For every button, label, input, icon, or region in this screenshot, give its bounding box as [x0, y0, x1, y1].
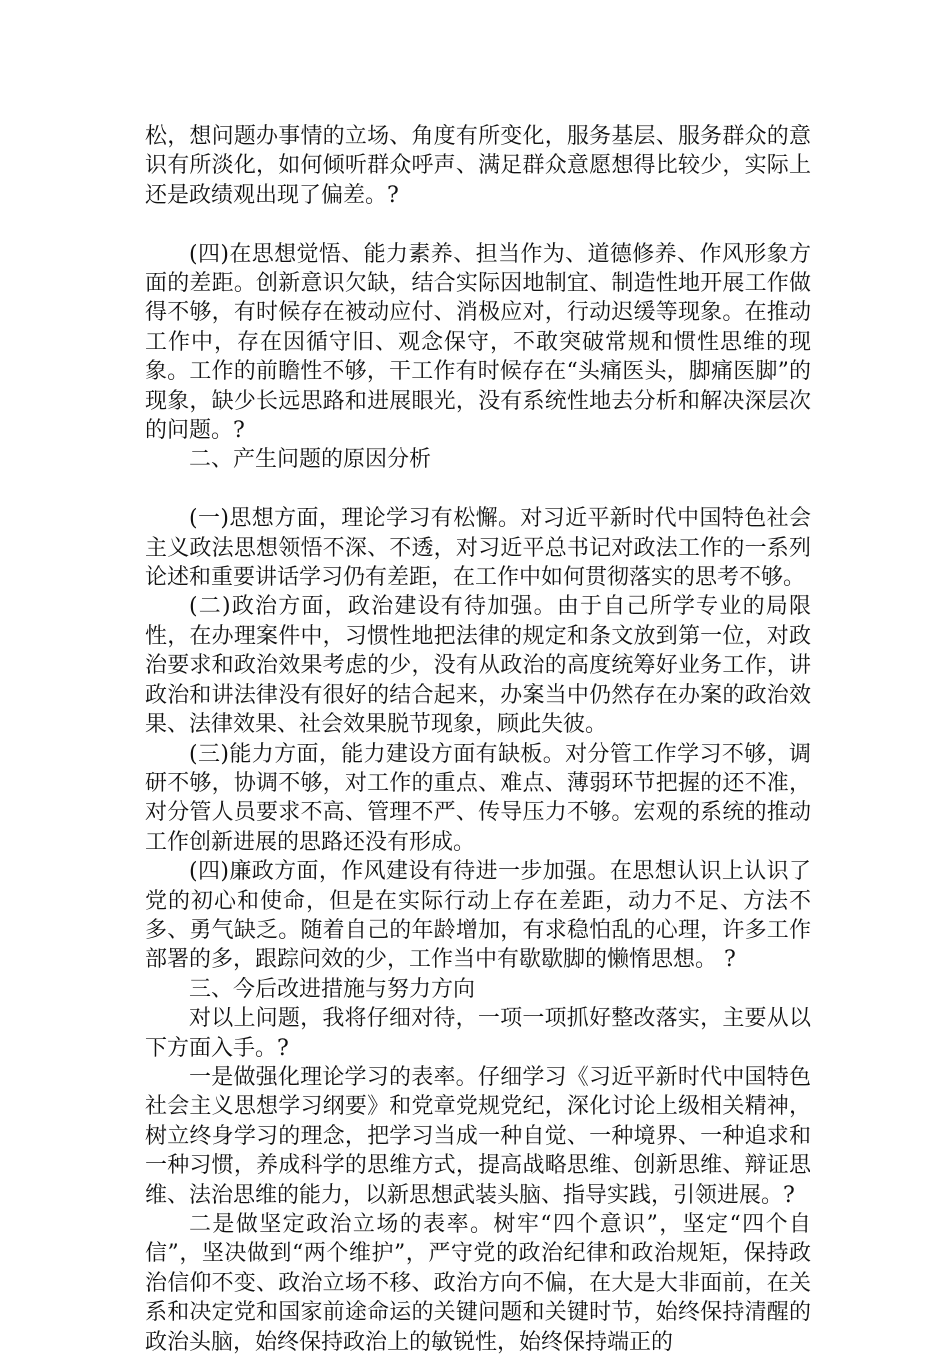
paragraph-section-4: (四)在思想觉悟、能力素养、担当作为、道德修养、作风形象方面的差距。创新意识欠缺，结合实际因地制宜、制造性地开展工作做得不够，有时候存在被动应付、消极应对，行动迟缓等现象。在推动工作中，存在因循守旧、观念保守，不敢突破常规和惯性思维的现象。工作的前瞻性不够，干工作有时候存在“头痛医头，脚痛医脚”的现象，缺少长远思路和进展眼光，没有系统性地去分析和解决深层次的问题。? — [145, 241, 811, 444]
paragraph-continuation: 松，想问题办事情的立场、角度有所变化，服务基层、服务群众的意识有所淡化，如何倾听群众呼声、满足群众意愿想得比较少，实际上还是政绩观出现了偏差。? — [145, 124, 811, 208]
paragraph-measure-1: 一是做强化理论学习的表率。仔细学习《习近平新时代中国特色社会主义思想学习纲要》和党章党规党纪，深化讨论上级相关精神，树立终身学习的理念，把学习当成一种自觉、一种境界、一种追求和一种习惯，养成科学的思维方式，提高战略思维、创新思维、辩证思维、法治思维的能力，以新思想武装头脑、指导实践，引领进展。? — [145, 1064, 811, 1208]
paragraph-thought: (一)思想方面，理论学习有松懈。对习近平新时代中国特色社会主义政法思想领悟不深、不透，对习近平总书记对政法工作的一系列论述和重要讲话学习仍有差距，在工作中如何贯彻落实的思考不够。 — [145, 506, 811, 591]
paragraph-politics: (二)政治方面，政治建设有待加强。由于自己所学专业的局限性，在办理案件中，习惯性地把法律的规定和条文放到第一位，对政治要求和政治效果考虑的少，没有从政治的高度统筹好业务工作，讲政治和讲法律没有很好的结合起来，办案当中仍然存在办案的政治效果、法律效果、社会效果脱节现象，顾此失彼。 — [145, 594, 811, 738]
paragraph-intro-measures: 对以上问题，我将仔细对待，一项一项抓好整改落实，主要从以下方面入手。? — [145, 1006, 811, 1061]
paragraph-spacer — [145, 475, 811, 504]
paragraph-ability: (三)能力方面，能力建设方面有缺板。对分管工作学习不够，调研不够，协调不够，对工作的重点、难点、薄弱环节把握的还不准，对分管人员要求不高、管理不严、传导压力不够。宏观的系统的推动工作创新进展的思路还没有形成。 — [145, 741, 811, 855]
paragraph-integrity: (四)廉政方面，作风建设有待进一步加强。在思想认识上认识了党的初心和使命，但是在实际行动上存在差距，动力不足、方法不多、勇气缺乏。随着自己的年龄增加，有求稳怕乱的心理，许多工作部署的多，跟踪问效的少，工作当中有歇歇脚的懒惰思想。 ? — [145, 859, 811, 973]
section-heading-cause-analysis: 二、产生问题的原因分析 — [189, 447, 432, 473]
document-body — [145, 122, 811, 1357]
paragraph-measure-2: 二是做坚定政治立场的表率。树牢“四个意识”，坚定“四个自信”，坚决做到“两个维护”，严守党的政治纪律和政治规矩，保持政治信仰不变、政治立场不移、政治方向不偏，在大是大非面前，在关系和决定党和国家前途命运的关键问题和关键时节，始终保持清醒的政治头脑，始终保持政治上的敏锐性，始终保持端正的 — [145, 1212, 811, 1355]
section-heading-improvement: 三、今后改进措施与努力方向 — [189, 976, 476, 1002]
paragraph-spacer — [145, 210, 811, 239]
